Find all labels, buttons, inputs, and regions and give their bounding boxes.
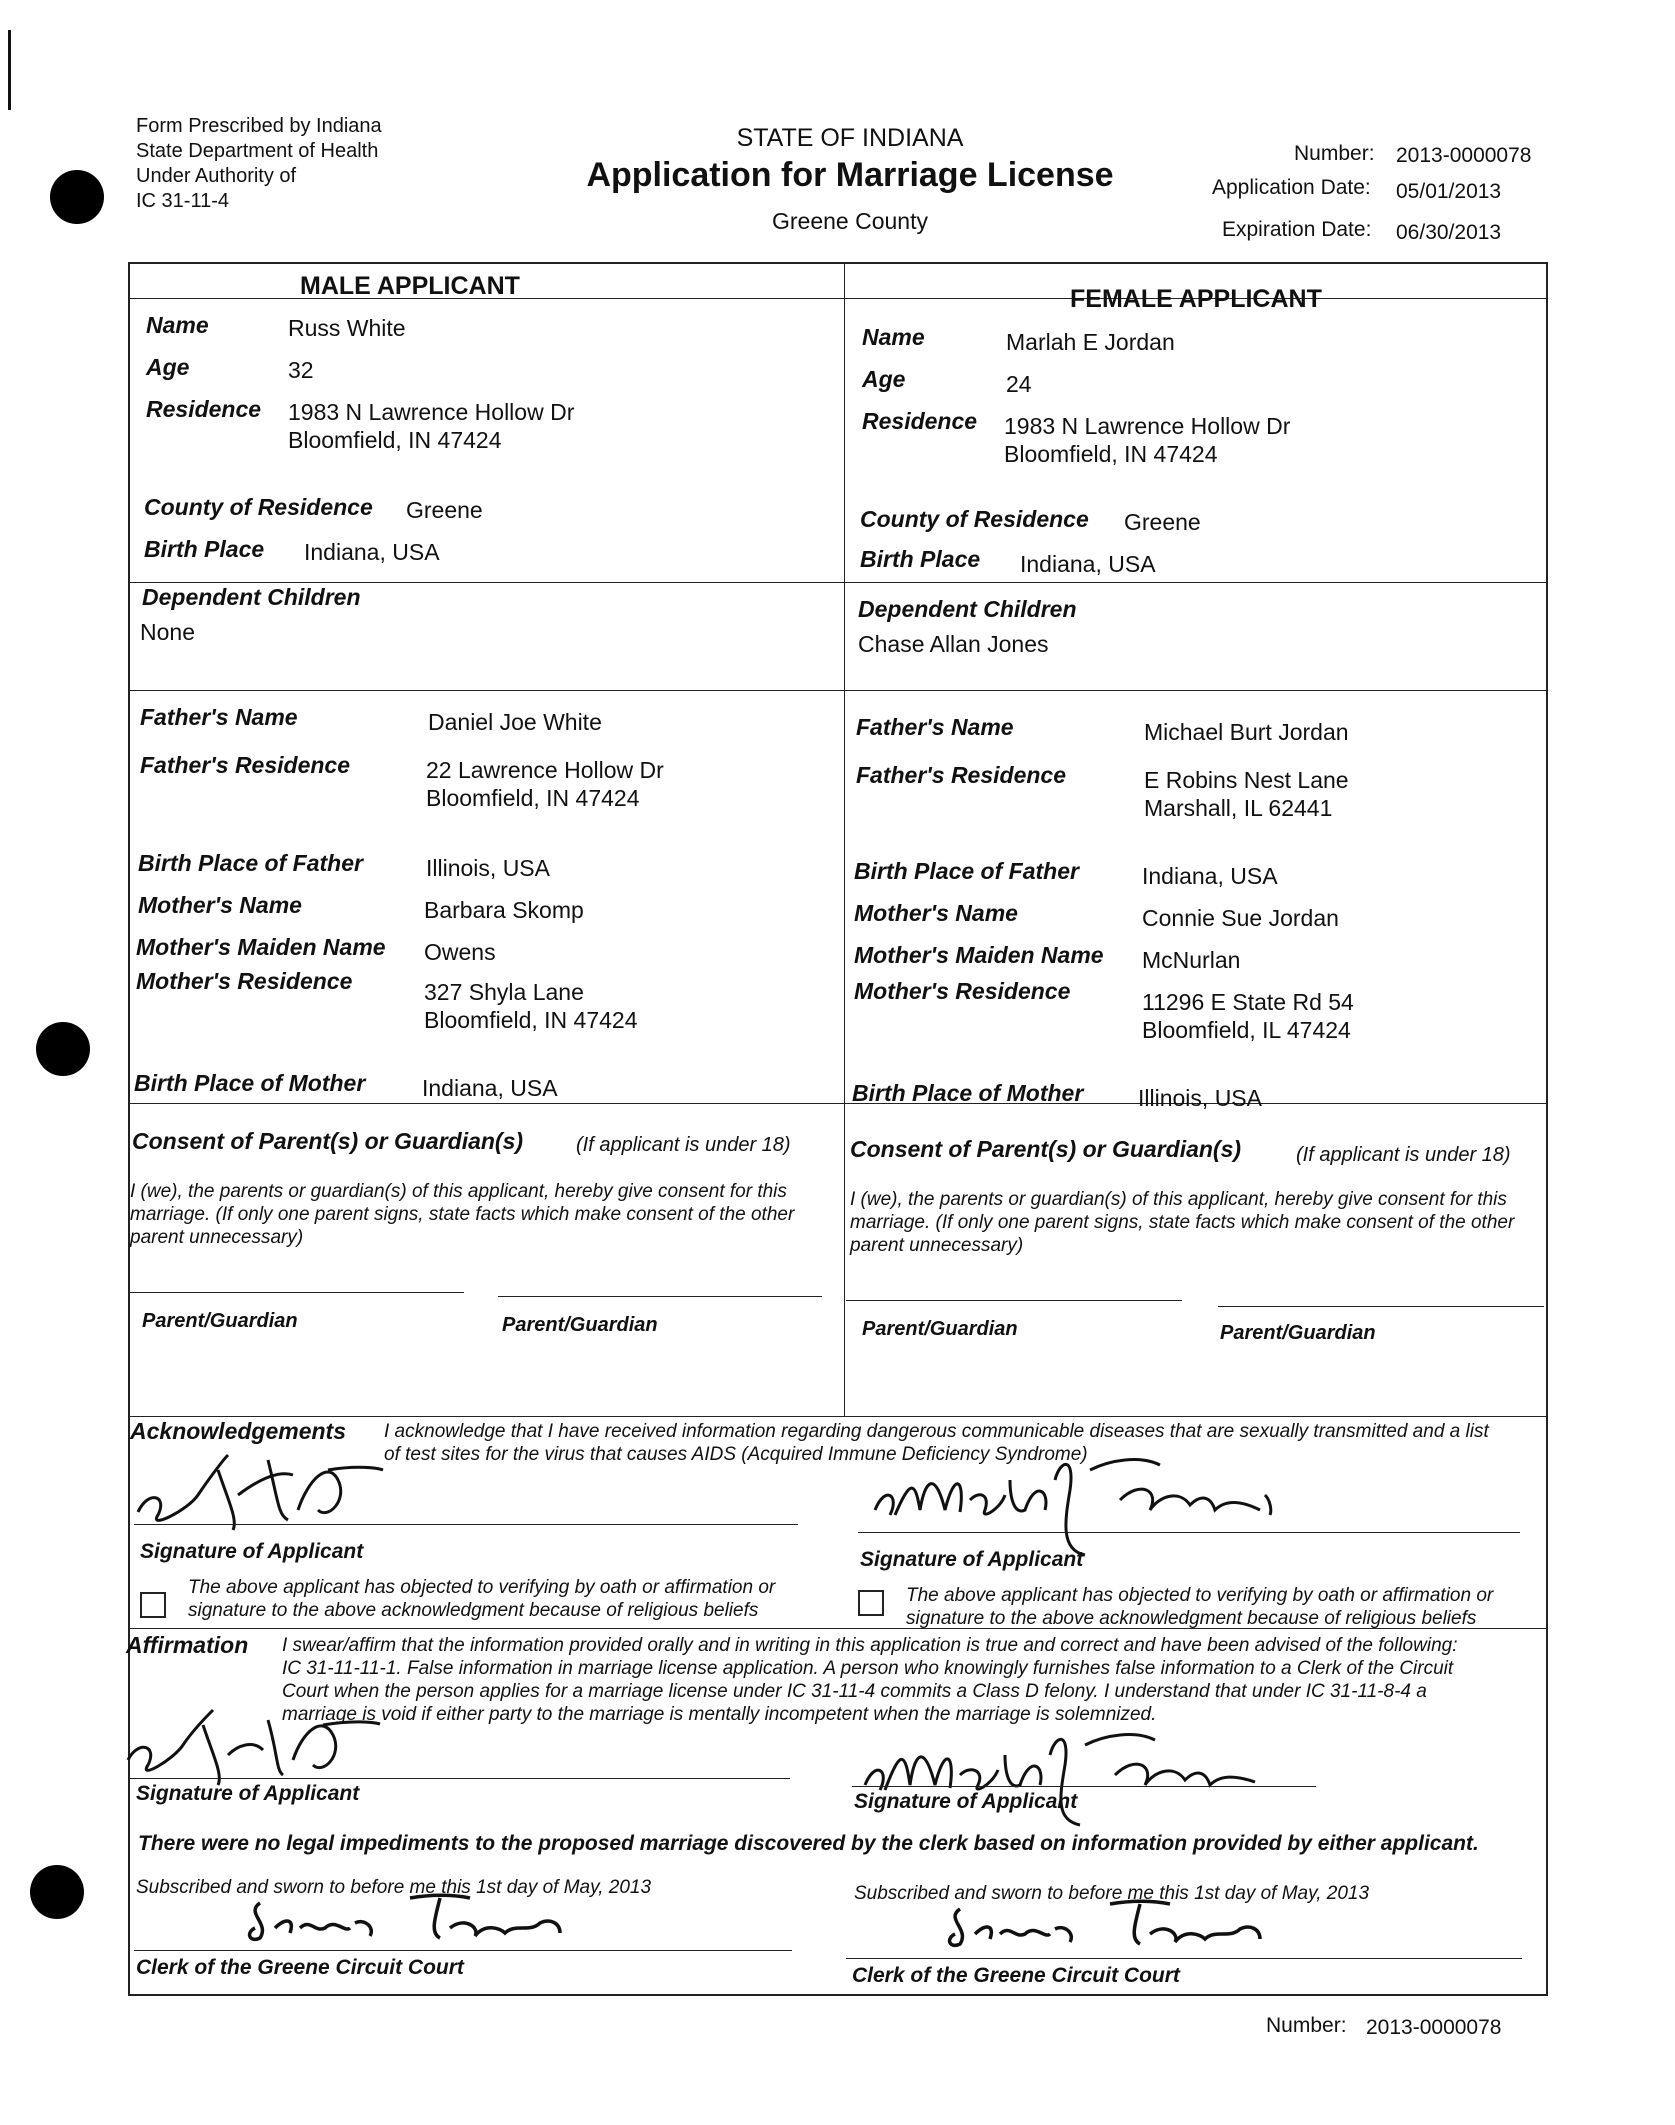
male-mothers-residence-1: 327 Shyla Lane <box>424 979 584 1005</box>
acknowledgements-text-2: of test sites for the virus that causes AIDS (Acquired Immune Deficiency Syndrome) <box>384 1444 1088 1465</box>
affirmation-title: Affirmation <box>126 1632 249 1658</box>
male-birth-place-father-value: Illinois, USA <box>426 855 550 881</box>
female-fathers-name-label: Father's Name <box>856 714 1014 740</box>
male-birth-place-mother-label: Birth Place of Mother <box>134 1070 366 1096</box>
male-birth-place-mother-value: Indiana, USA <box>422 1075 558 1101</box>
female-fathers-residence-1: E Robins Nest Lane <box>1144 767 1349 793</box>
no-impediments-statement: There were no legal impediments to the proposed marriage discovered by the clerk based on information provided by either applicant. <box>138 1832 1479 1855</box>
affirmation-line-1: I swear/affirm that the information provided orally and in writing in this application is true and correct and have been advised of the following: <box>282 1635 1458 1656</box>
male-mothers-name-value: Barbara Skomp <box>424 897 584 923</box>
male-birth-place-label: Birth Place <box>144 536 265 562</box>
female-birth-place-mother-value: Illinois, USA <box>1138 1085 1262 1111</box>
male-county-label: County of Residence <box>144 494 373 520</box>
male-county-value: Greene <box>406 497 483 523</box>
female-birth-place-father-value: Indiana, USA <box>1142 863 1278 889</box>
affirmation-line-4: marriage is void if either party to the marriage is mentally incompetent when the marriage is solemnized. <box>282 1704 1157 1725</box>
footer-number-label: Number: <box>1266 2014 1347 2037</box>
expiration-date-label: Expiration Date: <box>1222 218 1372 241</box>
female-parent-guardian-label: Parent/Guardian <box>862 1318 1018 1340</box>
male-clerk-label: Clerk of the Greene Circuit Court <box>136 1956 464 1979</box>
female-religious-objection-checkbox[interactable] <box>858 1590 884 1616</box>
male-consent-title: Consent of Parent(s) or Guardian(s) <box>132 1128 524 1154</box>
male-subscribed-text: Subscribed and sworn to before me this 1st day of May, 2013 <box>136 1877 652 1898</box>
female-clerk-label: Clerk of the Greene Circuit Court <box>852 1964 1180 1987</box>
acknowledgements-text-1: I acknowledge that I have received information regarding dangerous communicable diseases that are sexually transmitted and a list <box>384 1421 1489 1442</box>
female-name-value: Marlah E Jordan <box>1006 329 1175 355</box>
column-divider <box>844 264 845 1416</box>
male-affirmation-signature <box>118 1700 408 1790</box>
female-dependent-children-value: Chase Allan Jones <box>858 631 1049 657</box>
female-birth-place-mother-label: Birth Place of Mother <box>852 1080 1084 1106</box>
male-applicant-heading: MALE APPLICANT <box>300 272 520 300</box>
male-residence-label: Residence <box>146 396 262 422</box>
male-clerk-signature <box>240 1888 600 1948</box>
punch-hole <box>36 1022 90 1076</box>
male-parent-signature-line[interactable] <box>128 1292 464 1293</box>
female-subscribed-text: Subscribed and sworn to before me this 1st day of May, 2013 <box>854 1883 1370 1904</box>
male-fathers-name-value: Daniel Joe White <box>428 709 602 735</box>
female-consent-note: (If applicant is under 18) <box>1296 1144 1511 1166</box>
female-county-label: County of Residence <box>860 506 1089 532</box>
section-divider <box>128 690 1548 691</box>
male-age-label: Age <box>146 354 190 380</box>
female-clerk-signature <box>940 1894 1300 1954</box>
female-parent-guardian-label-2: Parent/Guardian <box>1220 1322 1376 1344</box>
female-affirmation-signature-label: Signature of Applicant <box>854 1790 1078 1813</box>
female-parent-signature-line[interactable] <box>846 1300 1182 1301</box>
expiration-date-value: 06/30/2013 <box>1396 221 1502 244</box>
male-residence-line-2: Bloomfield, IN 47424 <box>288 427 502 453</box>
female-name-label: Name <box>862 324 925 350</box>
female-consent-text: I (we), the parents or guardian(s) of this applicant, hereby give consent for this marriage. (If only one parent signs, state facts which make consent of the other parent unnecessary) <box>850 1189 1515 1256</box>
county-subtitle: Greene County <box>772 208 928 234</box>
female-clerk-signature-line[interactable] <box>846 1958 1522 1959</box>
male-ack-signature-line[interactable] <box>134 1524 798 1525</box>
male-mothers-residence-label: Mother's Residence <box>136 968 353 994</box>
female-mothers-name-value: Connie Sue Jordan <box>1142 905 1339 931</box>
male-consent-note: (If applicant is under 18) <box>576 1134 791 1156</box>
female-guardian-signature-line[interactable] <box>1218 1306 1544 1307</box>
footer-number-value: 2013-0000078 <box>1366 2016 1502 2039</box>
male-fathers-residence-label: Father's Residence <box>140 752 350 778</box>
male-religious-objection-checkbox[interactable] <box>140 1592 166 1618</box>
male-birth-place-value: Indiana, USA <box>304 539 440 565</box>
male-guardian-signature-line[interactable] <box>498 1296 822 1297</box>
prescribed-line: IC 31-11-4 <box>136 190 230 212</box>
male-ack-signature <box>128 1440 398 1540</box>
female-mothers-residence-2: Bloomfield, IL 47424 <box>1142 1017 1351 1043</box>
male-age-value: 32 <box>288 357 314 383</box>
female-mothers-name-label: Mother's Name <box>854 900 1018 926</box>
female-residence-label: Residence <box>862 408 978 434</box>
application-date-label: Application Date: <box>1212 176 1371 199</box>
punch-hole <box>50 170 104 224</box>
male-dependent-children-value: None <box>140 619 195 645</box>
female-county-value: Greene <box>1124 509 1201 535</box>
female-mothers-maiden-label: Mother's Maiden Name <box>854 942 1104 968</box>
scan-edge-mark <box>8 30 11 110</box>
female-fathers-residence-label: Father's Residence <box>856 762 1066 788</box>
female-fathers-name-value: Michael Burt Jordan <box>1144 719 1349 745</box>
section-divider <box>128 1103 1548 1104</box>
female-ack-signature-label: Signature of Applicant <box>860 1548 1084 1571</box>
male-affirmation-signature-label: Signature of Applicant <box>136 1782 360 1805</box>
number-value: 2013-0000078 <box>1396 144 1532 167</box>
male-dependent-children-label: Dependent Children <box>142 584 361 610</box>
punch-hole <box>30 1865 84 1919</box>
female-objection-text: The above applicant has objected to verifying by oath or affirmation or signature to the above acknowledgment because of religious beliefs <box>906 1585 1494 1629</box>
female-affirmation-signature-line[interactable] <box>852 1786 1316 1787</box>
male-mothers-maiden-value: Owens <box>424 939 496 965</box>
male-mothers-residence-2: Bloomfield, IN 47424 <box>424 1007 638 1033</box>
female-age-value: 24 <box>1006 371 1032 397</box>
form-prescribed-block <box>136 114 382 214</box>
female-fathers-residence-2: Marshall, IL 62441 <box>1144 795 1333 821</box>
affirmation-line-3: Court when the person applies for a marriage license under IC 31-11-4 commits a Class D felony. I understand that under IC 31-11-8-4 a <box>282 1681 1427 1702</box>
number-label: Number: <box>1294 142 1375 165</box>
male-name-value: Russ White <box>288 315 406 341</box>
male-fathers-residence-2: Bloomfield, IN 47424 <box>426 785 640 811</box>
female-mothers-residence-1: 11296 E State Rd 54 <box>1142 989 1354 1015</box>
female-mothers-residence-label: Mother's Residence <box>854 978 1071 1004</box>
female-birth-place-label: Birth Place <box>860 546 981 572</box>
prescribed-line: Form Prescribed by Indiana <box>136 115 382 137</box>
prescribed-line: Under Authority of <box>136 165 297 187</box>
female-age-label: Age <box>862 366 906 392</box>
female-ack-signature-line[interactable] <box>858 1532 1520 1533</box>
male-mothers-name-label: Mother's Name <box>138 892 302 918</box>
male-affirmation-signature-line[interactable] <box>130 1778 790 1779</box>
male-fathers-name-label: Father's Name <box>140 704 298 730</box>
male-clerk-signature-line[interactable] <box>134 1950 792 1951</box>
page-title: Application for Marriage License <box>586 156 1114 194</box>
acknowledgements-title: Acknowledgements <box>130 1418 346 1444</box>
female-dependent-children-label: Dependent Children <box>858 596 1077 622</box>
male-mothers-maiden-label: Mother's Maiden Name <box>136 934 386 960</box>
section-divider <box>128 582 1548 583</box>
female-residence-line-1: 1983 N Lawrence Hollow Dr <box>1004 413 1291 439</box>
female-residence-line-2: Bloomfield, IN 47424 <box>1004 441 1218 467</box>
female-mothers-maiden-value: McNurlan <box>1142 947 1241 973</box>
female-birth-place-father-label: Birth Place of Father <box>854 858 1079 884</box>
state-title: STATE OF INDIANA <box>736 124 964 152</box>
male-birth-place-father-label: Birth Place of Father <box>138 850 363 876</box>
prescribed-line: State Department of Health <box>136 140 379 162</box>
male-fathers-residence-1: 22 Lawrence Hollow Dr <box>426 757 664 783</box>
application-date-value: 05/01/2013 <box>1396 180 1502 203</box>
male-parent-guardian-label-2: Parent/Guardian <box>502 1314 658 1336</box>
female-applicant-heading: FEMALE APPLICANT <box>1070 285 1322 313</box>
female-ack-signature <box>860 1440 1340 1560</box>
male-parent-guardian-label: Parent/Guardian <box>142 1310 298 1332</box>
male-consent-text: I (we), the parents or guardian(s) of this applicant, hereby give consent for this marriage. (If only one parent signs, state facts which make consent of the other parent unnecessary) <box>130 1181 795 1248</box>
female-birth-place-value: Indiana, USA <box>1020 551 1156 577</box>
male-ack-signature-label: Signature of Applicant <box>140 1540 364 1563</box>
male-name-label: Name <box>146 312 209 338</box>
section-divider <box>128 1416 1548 1417</box>
male-objection-text: The above applicant has objected to verifying by oath or affirmation or signature to the above acknowledgment because of religious beliefs <box>188 1577 776 1621</box>
male-residence-line-1: 1983 N Lawrence Hollow Dr <box>288 399 575 425</box>
affirmation-line-2: IC 31-11-11-1. False information in marriage license application. A person who knowingly furnishes false information to a Clerk of the Circuit <box>282 1658 1454 1679</box>
female-consent-title: Consent of Parent(s) or Guardian(s) <box>850 1136 1242 1162</box>
